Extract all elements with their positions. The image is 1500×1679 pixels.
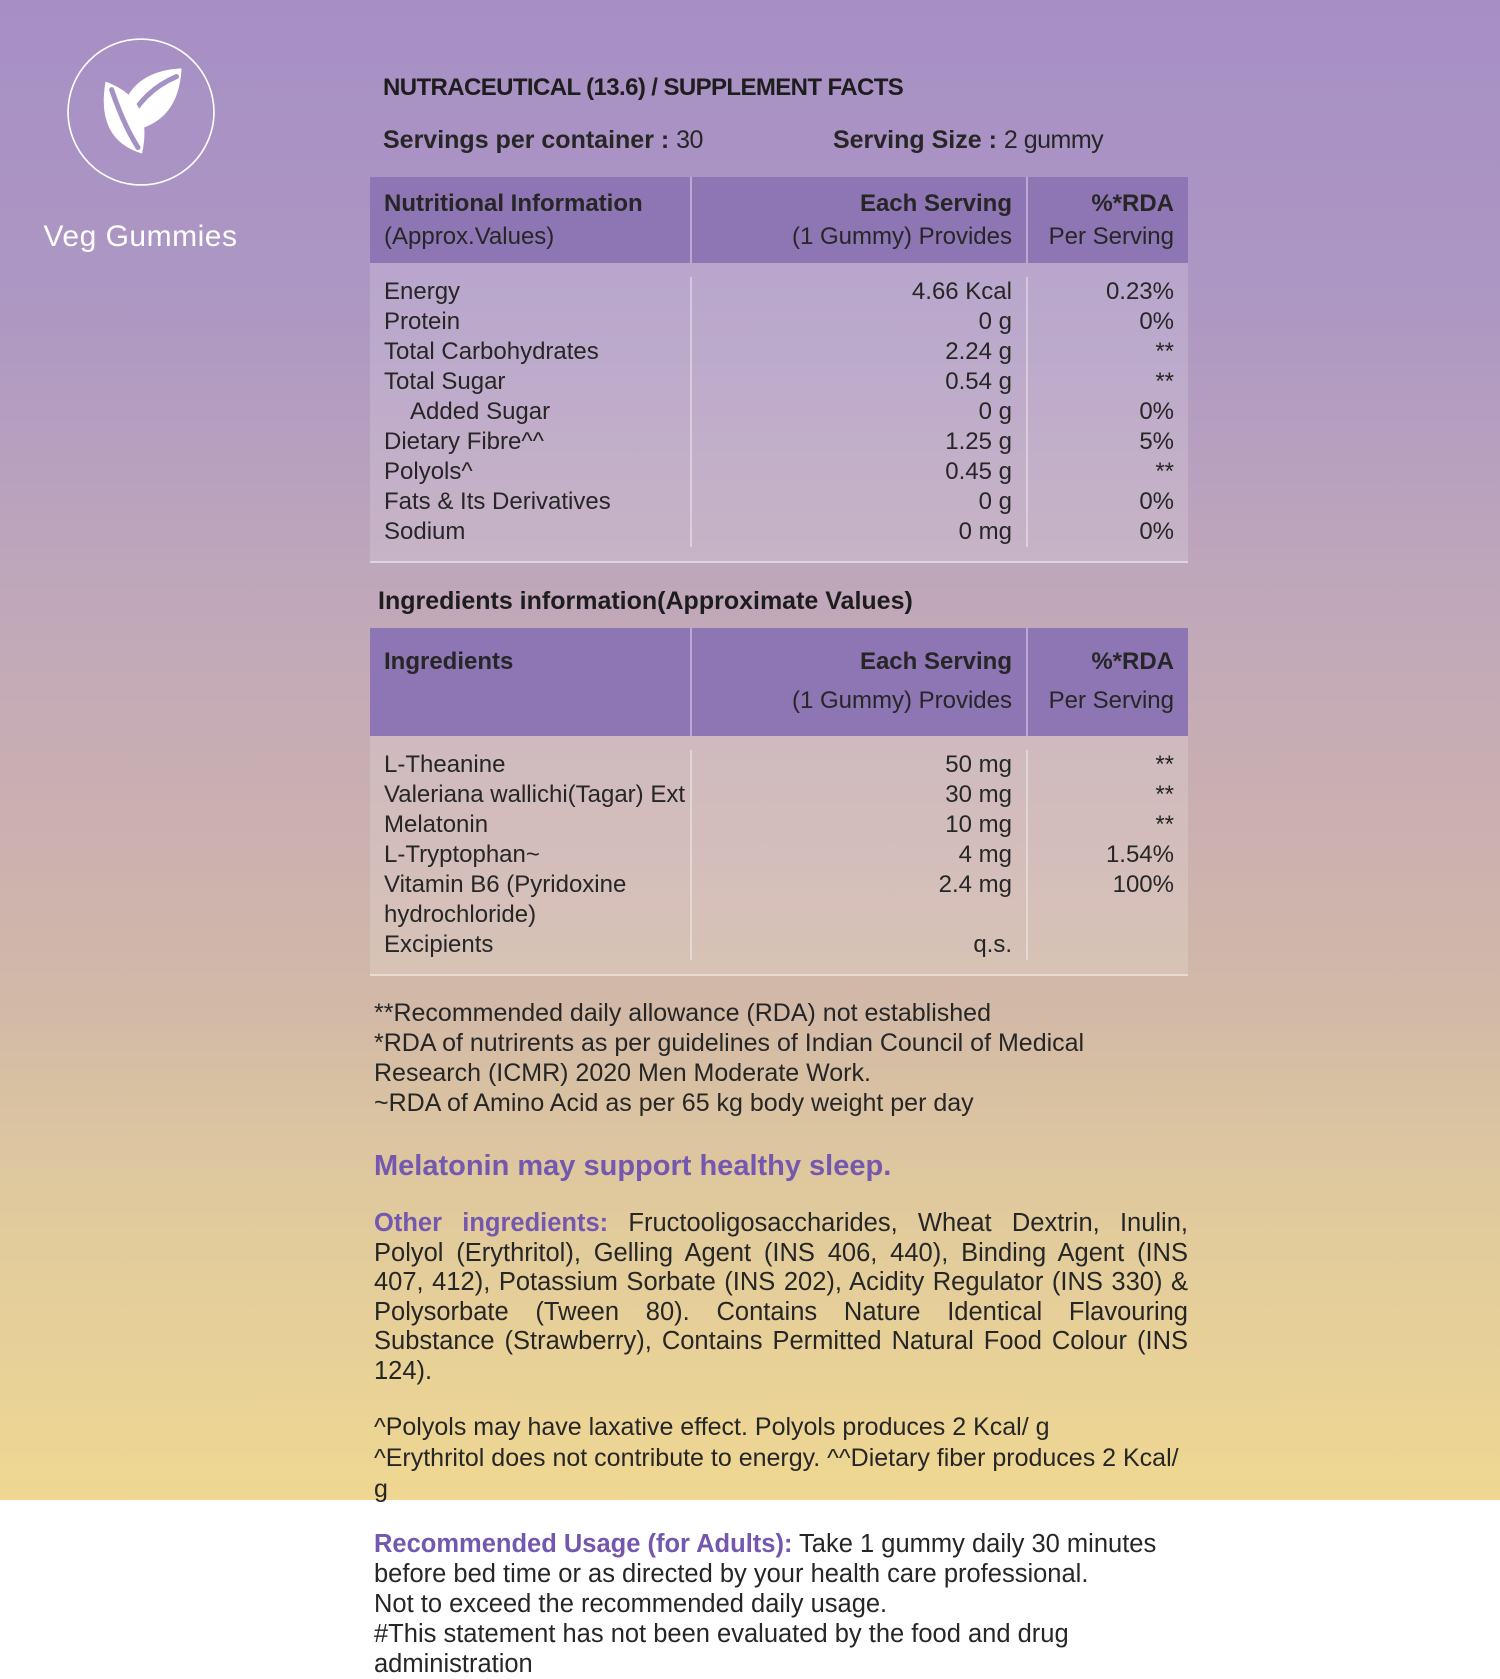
label-title: NUTRACEUTICAL (13.6) / SUPPLEMENT FACTS — [383, 74, 904, 101]
cell-rda: ** — [1155, 751, 1174, 778]
polyol-notes — [370, 1412, 1188, 1505]
cell-amount: 0.45 g — [692, 457, 1028, 487]
table-row — [370, 870, 1188, 930]
footnote: *RDA of nutrirents as per guidelines of Indian Council of Medical Research (ICMR) 2020 Men Moderate Work. — [374, 1029, 1085, 1087]
cell-label: Fats & Its Derivatives — [370, 487, 692, 517]
cell-label: Protein — [370, 307, 692, 337]
cell-rda — [1028, 930, 1188, 960]
cell-label: Energy — [370, 277, 692, 307]
table-row — [370, 810, 1188, 840]
table-row — [370, 487, 1188, 517]
cell-label: Valeriana wallichi(Tagar) Ext — [370, 780, 692, 810]
cell-amount: 50 mg — [692, 750, 1028, 780]
servings-per-container-label: Servings per container : — [383, 126, 670, 154]
cell-rda: 0% — [1139, 488, 1174, 515]
header-cell-each-serving: Each Serving (1 Gummy) Provides — [692, 628, 1028, 736]
cell-rda: 1.54% — [1105, 841, 1174, 868]
header-cell-ingredients: Ingredients — [370, 628, 692, 736]
ingredients-table-body — [370, 736, 1188, 976]
serving-size-label: Serving Size : — [832, 126, 997, 154]
table-row — [370, 367, 1188, 397]
nutrition-table-header — [370, 177, 1188, 263]
leaf-icon — [65, 36, 217, 188]
cell-label: Polyols^ — [370, 457, 692, 487]
ingredients-section-heading: Ingredients information(Approximate Values) — [378, 587, 913, 615]
cell-label: Total Sugar — [370, 367, 692, 397]
other-ingredients-text: Fructooligosaccharides, Wheat Dextrin, Inulin, Polyol (Erythritol), Gelling Agent (INS 406, 440), Binding Agent (INS 407, 412), Potassium Sorbate (INS 202), Acidity Regulator (INS 330) & Polysorbate (Tween 80). Contains Nature Identical Flavouring Substance (Strawberry), Contains Permitted Natural Food Colour (INS 124). — [374, 1209, 1188, 1385]
polyol-note: ^Polyols may have laxative effect. Polyols produces 2 Kcal/ g — [374, 1412, 1050, 1441]
other-ingredients-label: Other ingredients: — [374, 1209, 609, 1237]
cell-amount: 2.24 g — [692, 337, 1028, 367]
cell-rda: ** — [1155, 338, 1174, 365]
cell-label: Melatonin — [370, 810, 692, 840]
rda-footnotes — [370, 998, 1188, 1118]
footnote: ~RDA of Amino Acid as per 65 kg body weight per day — [374, 1089, 974, 1117]
header-cell-rda: %*RDA Per Serving — [1048, 648, 1174, 714]
usage-label: Recommended Usage (for Adults): — [374, 1529, 793, 1558]
ingredients-table — [370, 628, 1188, 976]
cell-amount: 0 g — [692, 397, 1028, 427]
cell-label: Added Sugar — [370, 397, 692, 427]
cell-amount: 4.66 Kcal — [692, 277, 1028, 307]
usage-line3: #This statement has not been evaluated by the food and drug administration — [374, 1619, 1069, 1678]
usage-line2: Not to exceed the recommended daily usage. — [374, 1589, 888, 1618]
cell-label: Vitamin B6 (Pyridoxine hydrochloride) — [370, 870, 692, 930]
brand-logo — [18, 36, 263, 254]
cell-rda: ** — [1155, 811, 1174, 838]
cell-label: Dietary Fibre^^ — [370, 427, 692, 457]
label-content — [370, 0, 1188, 1679]
header-cell-each-serving: Each Serving (1 Gummy) Provides — [692, 177, 1028, 263]
table-row — [370, 517, 1188, 547]
cell-rda: 0.23% — [1105, 278, 1174, 305]
serving-size-value: 2 gummy — [1003, 126, 1104, 154]
cell-amount: 4 mg — [692, 840, 1028, 870]
table-row — [370, 930, 1188, 960]
cell-rda: ** — [1155, 368, 1174, 395]
table-row — [370, 277, 1188, 307]
nutrition-table-body — [370, 263, 1188, 563]
header-cell-nutritional-information: Nutritional Information (Approx.Values) — [370, 177, 692, 263]
cell-label: L-Theanine — [370, 750, 692, 780]
ingredients-table-header — [370, 628, 1188, 736]
servings-row — [370, 126, 1188, 155]
header-cell-rda: %*RDA Per Serving — [1048, 190, 1174, 250]
cell-amount: 0 g — [692, 307, 1028, 337]
nutrition-table — [370, 177, 1188, 563]
cell-amount: 0 g — [692, 487, 1028, 517]
table-row — [370, 840, 1188, 870]
cell-amount: 10 mg — [692, 810, 1028, 840]
cell-label: Total Carbohydrates — [370, 337, 692, 367]
usage-paragraph — [374, 1529, 1188, 1589]
brand-name: Veg Gummies — [43, 220, 238, 253]
servings-per-container — [383, 126, 703, 155]
cell-rda: ** — [1155, 781, 1174, 808]
serving-size — [833, 126, 1103, 155]
cell-rda: 100% — [1112, 871, 1174, 898]
cell-rda: 0% — [1139, 308, 1174, 335]
health-claim: Melatonin may support healthy sleep. — [374, 1150, 892, 1182]
cell-amount: 30 mg — [692, 780, 1028, 810]
table-row — [370, 307, 1188, 337]
table-row — [370, 397, 1188, 427]
recommended-usage — [370, 1529, 1188, 1679]
cell-amount: 2.4 mg — [692, 870, 1028, 930]
table-row — [370, 427, 1188, 457]
cell-amount: q.s. — [692, 930, 1028, 960]
table-row — [370, 457, 1188, 487]
table-row — [370, 337, 1188, 367]
cell-rda: 0% — [1139, 398, 1174, 425]
cell-rda: ** — [1155, 458, 1174, 485]
table-row — [370, 780, 1188, 810]
cell-rda: 5% — [1139, 428, 1174, 455]
cell-amount: 0.54 g — [692, 367, 1028, 397]
polyol-note: ^Erythritol does not contribute to energy. ^^Dietary fiber produces 2 Kcal/ g — [374, 1443, 1179, 1503]
cell-amount: 1.25 g — [692, 427, 1028, 457]
cell-label: Sodium — [370, 517, 692, 547]
cell-label: Excipients — [370, 930, 692, 960]
cell-rda: 0% — [1139, 518, 1174, 545]
footnote: **Recommended daily allowance (RDA) not established — [374, 999, 991, 1027]
table-row — [370, 750, 1188, 780]
other-ingredients-paragraph — [370, 1209, 1188, 1386]
cell-amount: 0 mg — [692, 517, 1028, 547]
servings-per-container-value: 30 — [676, 126, 703, 154]
cell-label: L-Tryptophan~ — [370, 840, 692, 870]
usage-text: Take 1 gummy daily 30 minutes before bed time or as directed by your health care professional. — [374, 1529, 1157, 1588]
